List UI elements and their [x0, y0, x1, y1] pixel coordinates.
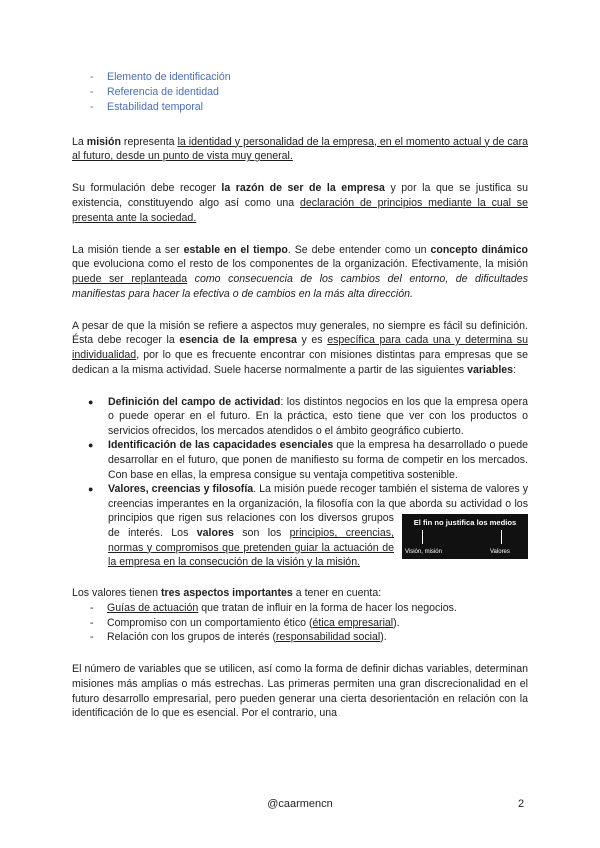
list-item: - Referencia de identidad — [72, 85, 528, 100]
arrow-right-icon — [501, 530, 502, 544]
paragraph-mision: La misión representa la identidad y personalidad de la empresa, en el momento actual y de cara al futuro, desde un punto de vista muy general. — [72, 135, 528, 163]
page-number: 2 — [518, 798, 525, 810]
bullet-campo-actividad: ● Definición del campo de actividad: los distintos negocios en los que la empresa opera o puede operar en el futuro. En la práctica, esto tiene que ver con los productos o servicios ofrecidos, los mercados atendidos o el ámbito geográfico cubierto. — [72, 395, 528, 439]
page-content — [72, 70, 528, 721]
top-dash-list — [72, 70, 528, 115]
list-item: - Elemento de identificación — [72, 70, 528, 85]
list-item: - Relación con los grupos de interés (responsabilidad social). — [72, 630, 528, 645]
paragraph-definicion: A pesar de que la misión se refiere a aspectos muy generales, no siempre es fácil su definición. Ésta debe recoger la esencia de la empresa y es específica para cada una y determina su individualidad, por lo que es frecuente encontrar con misiones distintas para empresas que se dedican a la misma actividad. Suele hacerse normalmente a partir de las siguientes variables: — [72, 319, 528, 376]
paragraph-formulacion: Su formulación debe recoger la razón de ser de la empresa y por la que se justifica su existencia, constituyendo algo así como una declaración de principios mediante la cual se presenta ante la sociedad. — [72, 182, 528, 224]
footer-author: @caarmencn — [267, 798, 333, 810]
paragraph-estable: La misión tiende a ser estable en el tiempo. Se debe entender como un concepto dinámico que evoluciona como el resto de los componentes de la organización. Efectivamente, la misión puede ser replanteada como consecuencia de los cambios del entorno, de dificultades manifiestas para hacer la efectiva o de cambios en la más alta dirección. — [72, 243, 528, 300]
variables-list — [72, 395, 528, 570]
paragraph-valores: Los valores tienen tres aspectos importantes a tener en cuenta: — [72, 587, 382, 600]
list-item: - Estabilidad temporal — [72, 100, 528, 115]
arrow-left-icon — [422, 530, 423, 544]
paragraph-variables: El número de variables que se utilicen, así como la forma de definir dichas variables, determinan misiones más amplias o más estrechas. Las primeras permiten una gran discrecionalidad en el futuro desarrollo empresarial, pero pueden generar una cierta desorientación en relación con la identificación de lo que es esencial. Por el contrario, una — [72, 663, 528, 720]
bullet-capacidades: ● Identificación de las capacidades esenciales que la empresa ha desarrollado o puede desarrollar en el futuro, que ponen de manifiesto su forma de competir en los mercados. Con base en ellas, la empresa consigue su ventaja competitiva sostenible. — [72, 438, 528, 482]
bullet-valores: ● Valores, creencias y filosofía. La misión puede recoger también el sistema de valores y creencias imperantes en la organización, la filosofía con la que aborda su actividad o los principios que rigen sus relaciones con los El fin no justifica los medios Visión, misión Valores diversos grupos de interés. Los valores son los principios, creencias, normas y compromisos que pretenden guiar la actuación de la empresa en la consecución de la visión y la misión. — [72, 482, 528, 570]
list-item: - Compromiso con un comportamiento ético (ética empresarial). — [72, 616, 528, 631]
list-item: - Guías de actuación que tratan de influir en la forma de hacer los negocios. — [72, 601, 528, 616]
aspectos-list — [72, 601, 528, 645]
valores-image: El fin no justifica los medios Visión, misión Valores — [402, 514, 528, 559]
